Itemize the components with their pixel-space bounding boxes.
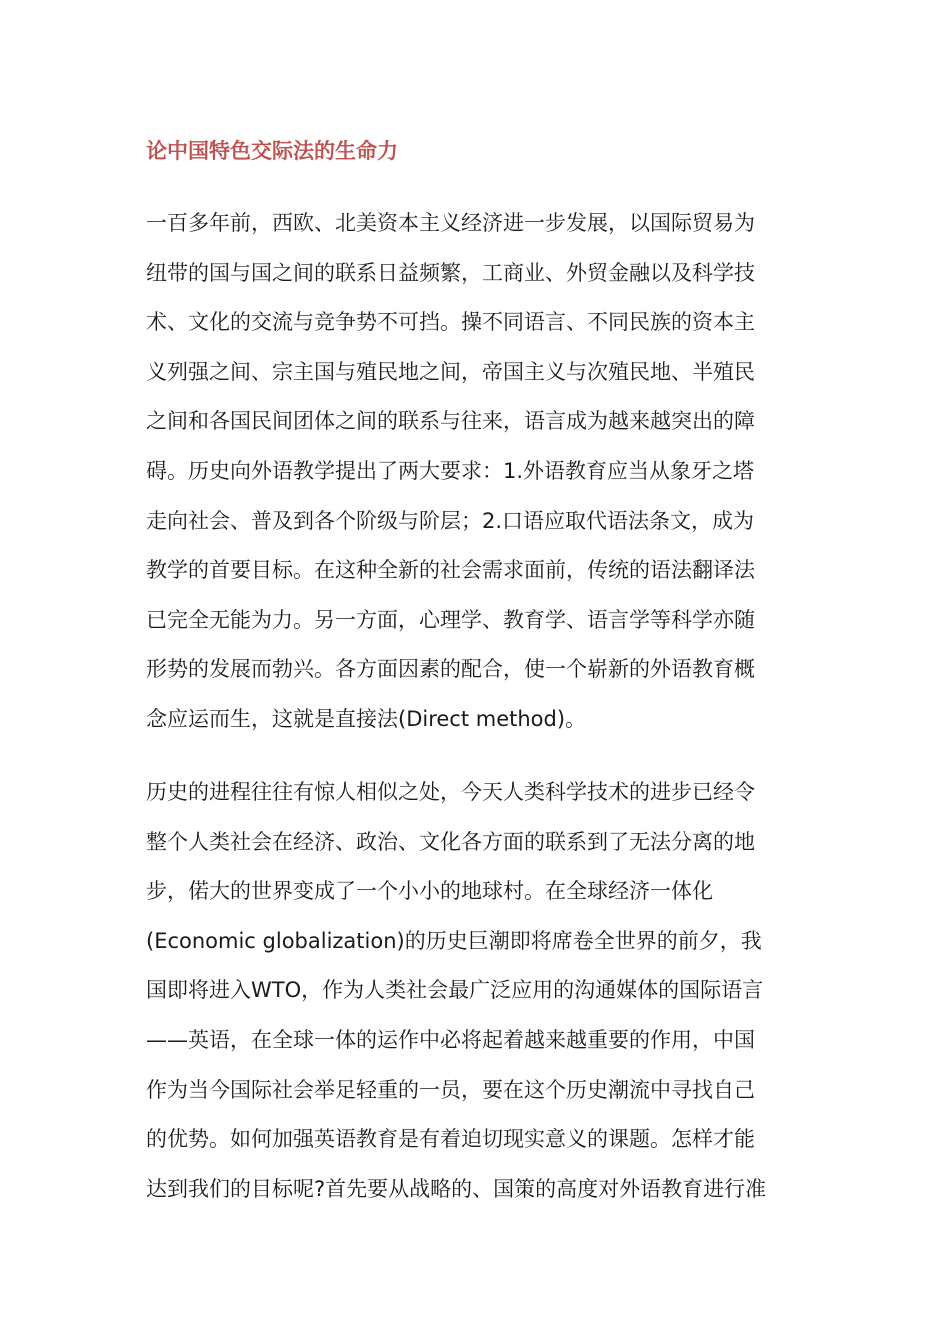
text-line: 整个人类社会在经济、政治、文化各方面的联系到了无法分离的地	[146, 829, 755, 854]
text-line: 形势的发展而勃兴。各方面因素的配合，使一个崭新的外语教育概	[146, 657, 755, 682]
text-line: 教学的首要目标。在这种全新的社会需求面前，传统的语法翻译法	[146, 558, 755, 583]
text-line: 碍。历史向外语教学提出了两大要求：1.外语教育应当从象牙之塔	[146, 458, 755, 483]
text-line: (Economic globalization)的历史巨潮即将席卷全世界的前夕，我	[146, 928, 762, 953]
paragraph-2	[146, 768, 816, 1214]
text-line: 历史的进程往往有惊人相似之处，今天人类科学技术的进步已经令	[146, 780, 755, 804]
text-line: 步，偌大的世界变成了一个小小的地球村。在全球经济一体化	[146, 879, 713, 904]
text-line: 术、文化的交流与竞争势不可挡。操不同语言、不同民族的资本主	[146, 310, 755, 335]
text-line: 义列强之间、宗主国与殖民地之间，帝国主义与次殖民地、半殖民	[146, 359, 755, 384]
text-line: 纽带的国与国之间的联系日益频繁，工商业、外贸金融以及科学技	[146, 260, 755, 285]
text-line: 的优势。如何加强英语教育是有着迫切现实意义的课题。怎样才能	[146, 1127, 755, 1152]
text-line: 念应运而生，这就是直接法(Direct method)。	[146, 706, 587, 731]
text-line: 之间和各国民间团体之间的联系与往来，语言成为越来越突出的障	[146, 409, 755, 434]
text-line: 一百多年前，西欧、北美资本主义经济进一步发展，以国际贸易为	[146, 211, 755, 235]
document-title: 论中国特色交际法的生命力	[146, 138, 398, 163]
text-line: 已完全无能为力。另一方面，心理学、教育学、语言学等科学亦随	[146, 607, 755, 632]
text-line: 国即将进入WTO，作为人类社会最广泛应用的沟通媒体的国际语言	[146, 978, 764, 1003]
text-line: 走向社会、普及到各个阶级与阶层；2.口语应取代语法条文，成为	[146, 508, 755, 533]
text-line: 达到我们的目标呢?首先要从战略的、国策的高度对外语教育进行准	[146, 1176, 767, 1201]
paragraph-1	[146, 199, 816, 745]
text-line: ——英语，在全球一体的运作中必将起着越来越重要的作用，中国	[146, 1027, 755, 1052]
text-line: 作为当今国际社会举足轻重的一员，要在这个历史潮流中寻找自己	[146, 1077, 755, 1102]
